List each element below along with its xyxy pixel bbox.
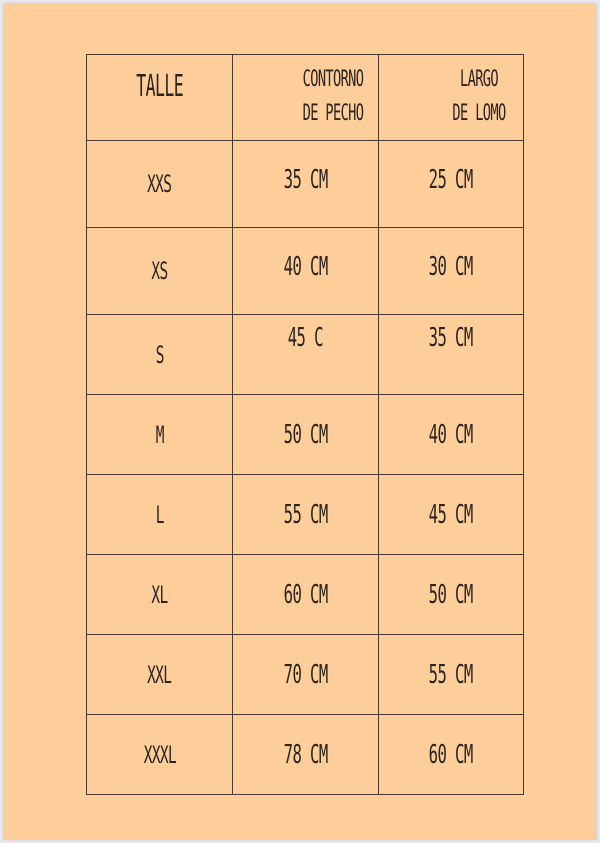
size-cell: XL: [87, 555, 233, 635]
table-row: [87, 475, 524, 555]
table-row: [87, 315, 524, 395]
back-cell: 45 CM: [379, 475, 524, 555]
table-row: [87, 395, 524, 475]
header-size: TALLE: [87, 55, 233, 141]
header-back-line2: DE LOMO: [452, 101, 506, 126]
header-chest: [233, 55, 379, 141]
back-cell: 25 CM: [379, 141, 524, 228]
header-chest-line2: DE PECHO: [302, 101, 364, 126]
size-cell: L: [87, 475, 233, 555]
chest-cell: 70 CM: [233, 635, 379, 715]
table-row: [87, 715, 524, 795]
header-back: [379, 55, 524, 141]
chest-cell: 40 CM: [233, 228, 379, 315]
back-cell: 35 CM: [379, 315, 524, 395]
table-row: [87, 635, 524, 715]
size-cell: S: [87, 315, 233, 395]
table-row: [87, 228, 524, 315]
size-cell: M: [87, 395, 233, 475]
chest-cell: 50 CM: [233, 395, 379, 475]
back-cell: 55 CM: [379, 635, 524, 715]
back-cell: 50 CM: [379, 555, 524, 635]
chest-cell: 45 C: [233, 315, 379, 395]
back-cell: 30 CM: [379, 228, 524, 315]
size-cell: XXL: [87, 635, 233, 715]
chest-cell: 55 CM: [233, 475, 379, 555]
document-page: [4, 4, 596, 839]
size-cell: XXXL: [87, 715, 233, 795]
size-chart-table: [86, 54, 524, 795]
table-row: [87, 141, 524, 228]
back-cell: 40 CM: [379, 395, 524, 475]
size-cell: XS: [87, 228, 233, 315]
size-cell: XXS: [87, 141, 233, 228]
chest-cell: 60 CM: [233, 555, 379, 635]
chest-cell: 78 CM: [233, 715, 379, 795]
header-back-line1: LARGO: [460, 67, 498, 92]
chest-cell: 35 CM: [233, 141, 379, 228]
header-chest-line1: CONTORNO: [302, 67, 364, 92]
table-header-row: [87, 55, 524, 141]
table-row: [87, 555, 524, 635]
back-cell: 60 CM: [379, 715, 524, 795]
